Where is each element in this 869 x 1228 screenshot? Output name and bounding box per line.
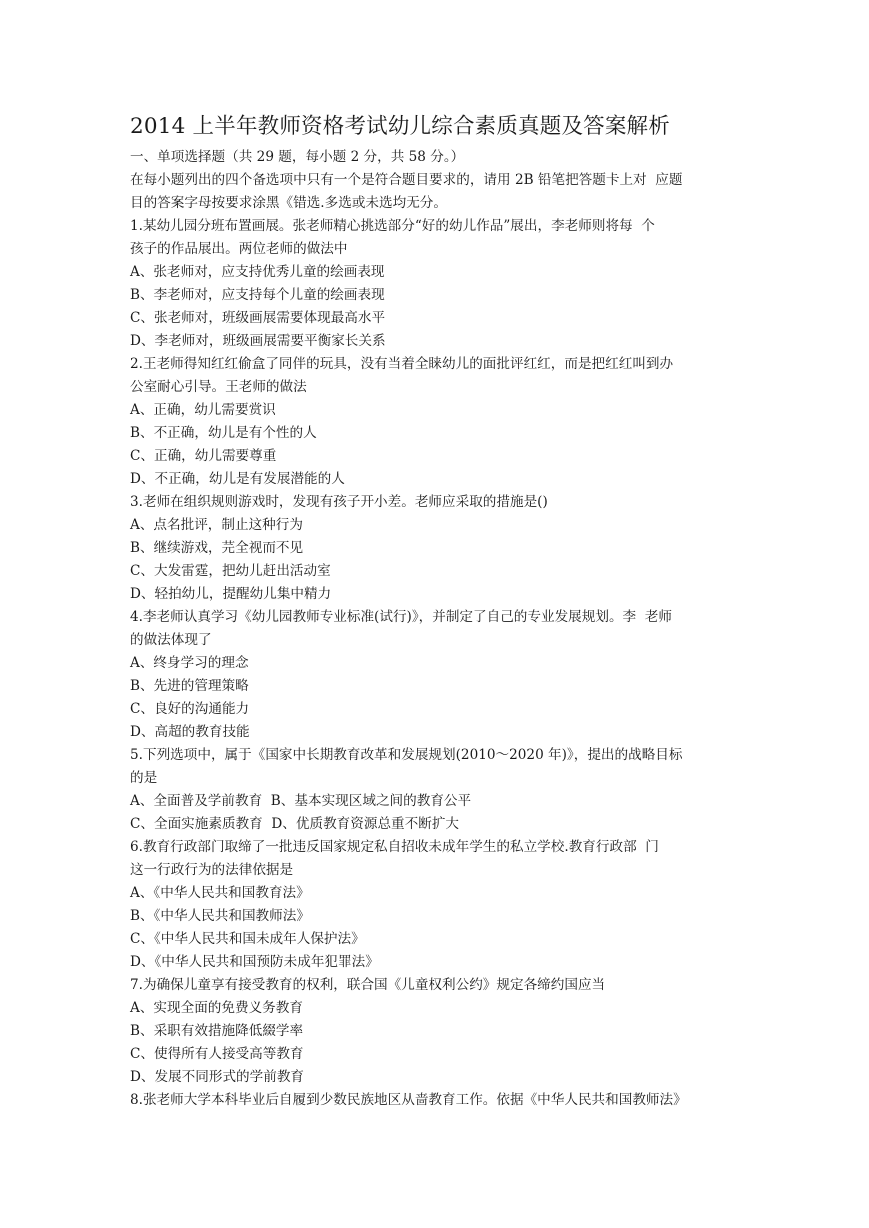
question-line: 3.老师在组织规则游戏时，发现有孩子开小差。老师应采取的措施是()	[130, 494, 548, 510]
question-line: 这一行政行为的法律依据是	[130, 862, 294, 878]
option-line: C、张老师对，班级画展需要体现最高水平	[130, 310, 386, 326]
option-line: D、高超的教育技能	[130, 724, 250, 740]
text-line: 目的答案字母按要求涂黑《错选.多选或未选均无分。	[130, 195, 447, 211]
question-line: 1.某幼儿园分班布置画展。张老师精心挑选部分“好的幼儿作品”展出，李老师则将每 个	[130, 218, 655, 234]
question-line: 的做法体现了	[130, 632, 212, 648]
option-line: C、使得所有人接受高等教育	[130, 1046, 304, 1062]
option-line: C、正确，幼儿需要尊重	[130, 448, 277, 464]
option-line: B、采职有效措施降低綴学率	[130, 1023, 304, 1039]
text-line: 在每小题列出的四个备选项中只有一个是符合题目要求的，请用 2B 铅笔把答题卡上对 应题	[130, 172, 683, 188]
option-line: B、先进的管理策略	[130, 678, 249, 694]
option-line: B、不正确，幼儿是有个性的人	[130, 425, 317, 441]
option-line: A、实现全面的免费义务教育	[130, 1000, 303, 1016]
option-line: C、《中华人民共和国未成年人保护法》	[130, 931, 365, 947]
option-line: A、点名批评，制止这种行为	[130, 517, 303, 533]
question-line: 8.张老师大学本科毕业后自履到少数民族地区从啬教育工作。依据《中华人民共和国教师法》	[130, 1092, 687, 1108]
option-line: A、张老师对，应支持优秀儿童的绘画表现	[130, 264, 385, 280]
option-line: D、《中华人民共和国预防未成年犯罪法》	[130, 954, 379, 970]
text-line: 一、单项选择题（共 29 题，每小题 2 分，共 58 分。）	[130, 149, 465, 165]
option-line: A、终身学习的理念	[130, 655, 249, 671]
option-line: D、李老师对，班级画展需要平衡家长关系	[130, 333, 386, 349]
question-line: 的是	[130, 770, 158, 786]
option-line: C、良好的沟通能力	[130, 701, 250, 717]
question-line: 2.王老师得知红红偷盒了同伴的玩具，没有当着全睐幼儿的面批评红红，而是把红红叫到办	[130, 356, 674, 372]
question-line: 4.李老师认真学习《幼儿园教师专业标准(试行)》，并制定了自己的专业发展规划。李 老师	[130, 609, 672, 625]
document-title: 2014 上半年教师资格考试幼儿综合素质真题及答案解析	[130, 114, 670, 139]
option-line: B、李老师对，应支持每个儿童的绘画表现	[130, 287, 385, 303]
question-line: 5.下列选项中，属于《国家中长期教育改革和发展规划(2010～2020 年)》，提出的战略目标	[130, 747, 683, 763]
option-line: C、全面实施素质教育 D、优质教育资源总重不断扩大	[130, 816, 460, 832]
option-line: A、正确，幼儿需要赏识	[130, 402, 276, 418]
question-line: 6.教育行政部门取缔了一批违反国家规定私自招收未成年学生的私立学校.教育行政部 门	[130, 839, 659, 855]
option-line: D、轻拍幼儿，提醒幼儿集中精力	[130, 586, 332, 602]
option-line: B、《中华人民共和国教师法》	[130, 908, 310, 924]
option-line: D、不正确，幼儿是有发展潜能的人	[130, 471, 345, 487]
option-line: A、《中华人民共和国教育法》	[130, 885, 310, 901]
document-page	[130, 112, 742, 1112]
option-line: C、大发雷霆，把幼儿赶出活动室	[130, 563, 331, 579]
option-line: A、全面普及学前教育 B、基本实现区域之间的教育公平	[130, 793, 472, 809]
option-line: B、继续游戏，芫全视而不见	[130, 540, 304, 556]
question-line: 7.为确保儿童享有接受教育的权利，联合国《儿童权利公约》规定各缔约国应当	[130, 977, 606, 993]
question-line: 公室耐心引导。王老师的做法	[130, 379, 307, 395]
question-line: 孩子的作品展出。两位老师的做法中	[130, 241, 348, 257]
option-line: D、发展不同形式的学前教育	[130, 1069, 305, 1085]
document-body	[130, 146, 742, 1112]
